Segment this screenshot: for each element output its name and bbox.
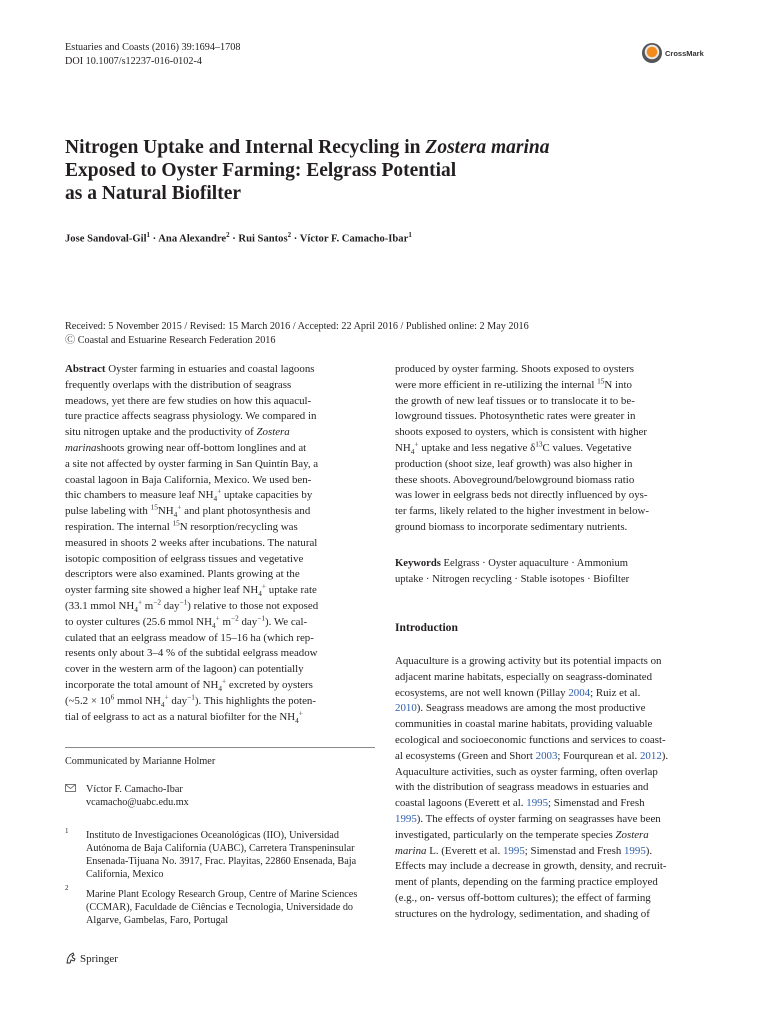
abstract-line: ture practice affects seagrass physiology. We compared in <box>65 410 317 423</box>
author-list <box>65 231 412 245</box>
citation-link[interactable]: 1995 <box>502 844 525 857</box>
crossmark-label: CrossMark <box>665 49 704 58</box>
abstract-line: measured in shoots 2 weeks after incubations. The natural <box>65 536 318 549</box>
abstract-line: ground biomass to incorporate sedimentary nutrients. <box>395 520 628 533</box>
copyright: Ⓒ Coastal and Estuarine Research Federation 2016 <box>65 335 276 346</box>
abstract-line: these shoots. Aboveground/belowground biomass ratio <box>395 473 635 486</box>
author-affil-sup: 2 <box>226 231 230 239</box>
abstract-line: tial of eelgrass to act as a natural biofilter for the $NH_4^+$ <box>65 707 303 725</box>
abstract-continued <box>395 362 705 536</box>
section-heading: Introduction <box>395 621 458 634</box>
abstract-line: were more efficient in re-utilizing the internal $^{15}$N into <box>395 376 632 391</box>
author-name[interactable]: Jose Sandoval-Gil <box>65 233 147 245</box>
abstract-line: a site not affected by oyster farming in San Quintín Bay, a <box>65 457 319 470</box>
crossmark-icon <box>642 43 662 63</box>
keywords-heading: Keywords <box>395 558 441 569</box>
abstract-line: ter farms, likely related to the higher investment in below- <box>395 505 650 518</box>
abstract-line: resents only about 3–4 % of the subtidal eelgrass meadow <box>65 647 318 660</box>
abstract-line: pulse labeling with $^{15}NH_4^+$ and plant photosynthesis and <box>65 502 311 520</box>
title-species: Zostera marina <box>425 137 550 158</box>
abstract-line: cover in the western arm of the lagoon) can potentially <box>65 663 304 676</box>
author-name[interactable]: Rui Santos <box>238 233 288 245</box>
citation-link[interactable]: 1995 <box>526 797 549 810</box>
abstract-line: culated that an eelgrass meadow of 15–16 ha (which rep- <box>65 631 314 644</box>
abstract-line: marinashoots growing near off-bottom longlines and at <box>65 441 307 454</box>
title-line-1: Nitrogen Uptake and Internal Recycling in <box>65 137 426 158</box>
contact-name: Víctor F. Camacho-Ibar <box>86 784 183 795</box>
keywords: Keywords Eelgrass · Oyster aquaculture · Ammonium uptake · Nitrogen recycling · Stable isotopes · Biofilter <box>395 558 630 585</box>
contact-email[interactable]: vcamacho@uabc.edu.mx <box>86 797 189 808</box>
author-affil-sup: 2 <box>287 231 292 239</box>
abstract-line: respiration. The internal $^{15}$N resorption/recycling was <box>65 518 298 533</box>
affiliation-number: 2 <box>65 884 69 892</box>
title-line-3: as a Natural Biofilter <box>65 183 242 204</box>
communicated-by: Communicated by Marianne Holmer <box>65 756 216 767</box>
abstract-line: situ nitrogen uptake and the productivity of Zostera <box>65 426 290 439</box>
abstract-line: Abstract Oyster farming in estuaries and coastal lagoons <box>65 363 315 375</box>
footnote-divider <box>65 747 375 748</box>
crossmark-badge[interactable] <box>641 42 718 68</box>
article-history: Received: 5 November 2015 / Revised: 15 March 2016 / Accepted: 22 April 2016 / Published online: 2 May 2016 <box>65 321 529 332</box>
affiliation-number: 1 <box>65 827 69 835</box>
abstract-line: lowground tissues. Photosynthetic rates were greater in <box>395 410 636 423</box>
abstract-line: $NH_4^+$ uptake and less negative $\delta^{13}C$ values. Vegetative <box>395 439 632 457</box>
abstract-line: to oyster cultures (25.6 mmol $NH_4^+$ $m^{-2}$ day$^{-1}$). We cal- <box>65 613 308 630</box>
title-line-2: Exposed to Oyster Farming: Eelgrass Potential <box>65 160 457 181</box>
abstract-line: thic chambers to measure leaf $NH_4^+$ uptake capacities by <box>65 486 313 504</box>
abstract-line: meadows, yet there are few studies on how this aquacul- <box>65 394 312 407</box>
abstract-line: produced by oyster farming. Shoots exposed to oysters <box>395 363 634 375</box>
publisher-logo: Springer <box>65 952 118 966</box>
author-affil-sup: 1 <box>146 231 151 239</box>
abstract-line: incorporate the total amount of $NH_4^+$ excreted by oysters <box>65 676 313 694</box>
author-separator: · <box>229 233 239 245</box>
abstract-line: coastal lagoon in Baja California, Mexico. We used ben- <box>65 473 312 486</box>
citation-link[interactable]: 2003 <box>535 749 558 762</box>
doi[interactable]: DOI 10.1007/s12237-016-0102-4 <box>65 56 202 67</box>
envelope-icon[interactable] <box>65 783 76 796</box>
abstract-line: production (shoot size, leaf growth) was also higher in <box>395 457 633 470</box>
abstract <box>65 362 375 725</box>
abstract-line: oyster farming site showed a higher leaf $NH_4^+$ uptake rate <box>65 581 317 599</box>
abstract-line: was lower in eelgrass beds not directly influenced by oys- <box>395 489 648 502</box>
springer-horse-icon <box>65 952 77 964</box>
article-title <box>65 136 665 205</box>
abstract-line: (33.1 mmol $NH_4^+$ $m^{-2}$ day$^{-1}$) relative to those not exposed <box>65 597 319 615</box>
citation-link[interactable]: 1995 <box>623 844 646 857</box>
citation-link[interactable]: 2004 <box>568 686 591 699</box>
citation-link[interactable]: 2012 <box>639 749 662 762</box>
abstract-line: (~5.2 × $10^6$ mmol $NH_4^+$ day$^{-1}$). This highlights the poten- <box>65 692 316 709</box>
abstract-line: descriptors were also examined. Plants growing at the <box>65 568 300 581</box>
citation-link[interactable]: 2010 <box>395 702 417 715</box>
affiliation-1: Instituto de Investigaciones Oceanológicas (IIO), Universidad Autónoma de Baja California (UABC), Carretera Transpeninsular Ensenada-Tijuana No. 3917, Frac. Playitas, 22860 Ensenada, Baja California, Mexico <box>86 830 357 880</box>
abstract-heading: Abstract <box>65 363 106 375</box>
author-name[interactable]: Ana Alexandre <box>158 233 227 245</box>
author-separator: · <box>291 233 300 245</box>
author-affil-sup: 1 <box>408 231 412 239</box>
journal-citation: Estuaries and Coasts (2016) 39:1694–1708 <box>65 42 241 53</box>
abstract-line: isotopic composition of eelgrass tissues and vegetative <box>65 552 304 565</box>
citation-link[interactable]: 1995 <box>395 812 417 825</box>
author-name[interactable]: Víctor F. Camacho-Ibar <box>299 233 409 245</box>
introduction-body: Aquaculture is a growing activity but its potential impacts on adjacent marine habitats, especially on seagrass-dominated ecosystems, are not well known (Pillay 2004; Ruiz et al. 2010). Seagrass meadows are among the most productive communities in coastal marine habitats, providing valuable ecological and socioeconomic functions and services to coast- al ecosystems (Green and Short 2003; Fourqurean et al. 2012). Aquaculture activities, such as oyster farming, often overlap with the distribution of seagrass meadows in estuaries and coastal lagoons (Everett et al. 1995; Simenstad and Fresh 1995). The effects of oyster farming on seagrasses have been investigated, particularly on the temperate species Zostera marina L. (Everett et al. 1995; Simenstad and Fresh 1995). Effects may include a decrease in growth, density, and recruit- ment of plants, depending on the farming practice employed (e.g., on- versus off-bottom cultures); the effect of farming structures on the hydrology, sedimentation, and shading of <box>395 655 669 920</box>
affiliation-2: Marine Plant Ecology Research Group, Centre of Marine Sciences (CCMAR), Faculdade de Ciências e Tecnologia, Universidade do Algarve, Gambelas, Faro, Portugal <box>86 889 358 926</box>
author-separator: · <box>150 233 159 245</box>
abstract-line: frequently overlaps with the distribution of seagrass <box>65 378 292 391</box>
abstract-line: the growth of new leaf tissues or to translocate it to be- <box>395 394 635 407</box>
abstract-line: shoots exposed to oysters, which is consistent with higher <box>395 426 647 439</box>
